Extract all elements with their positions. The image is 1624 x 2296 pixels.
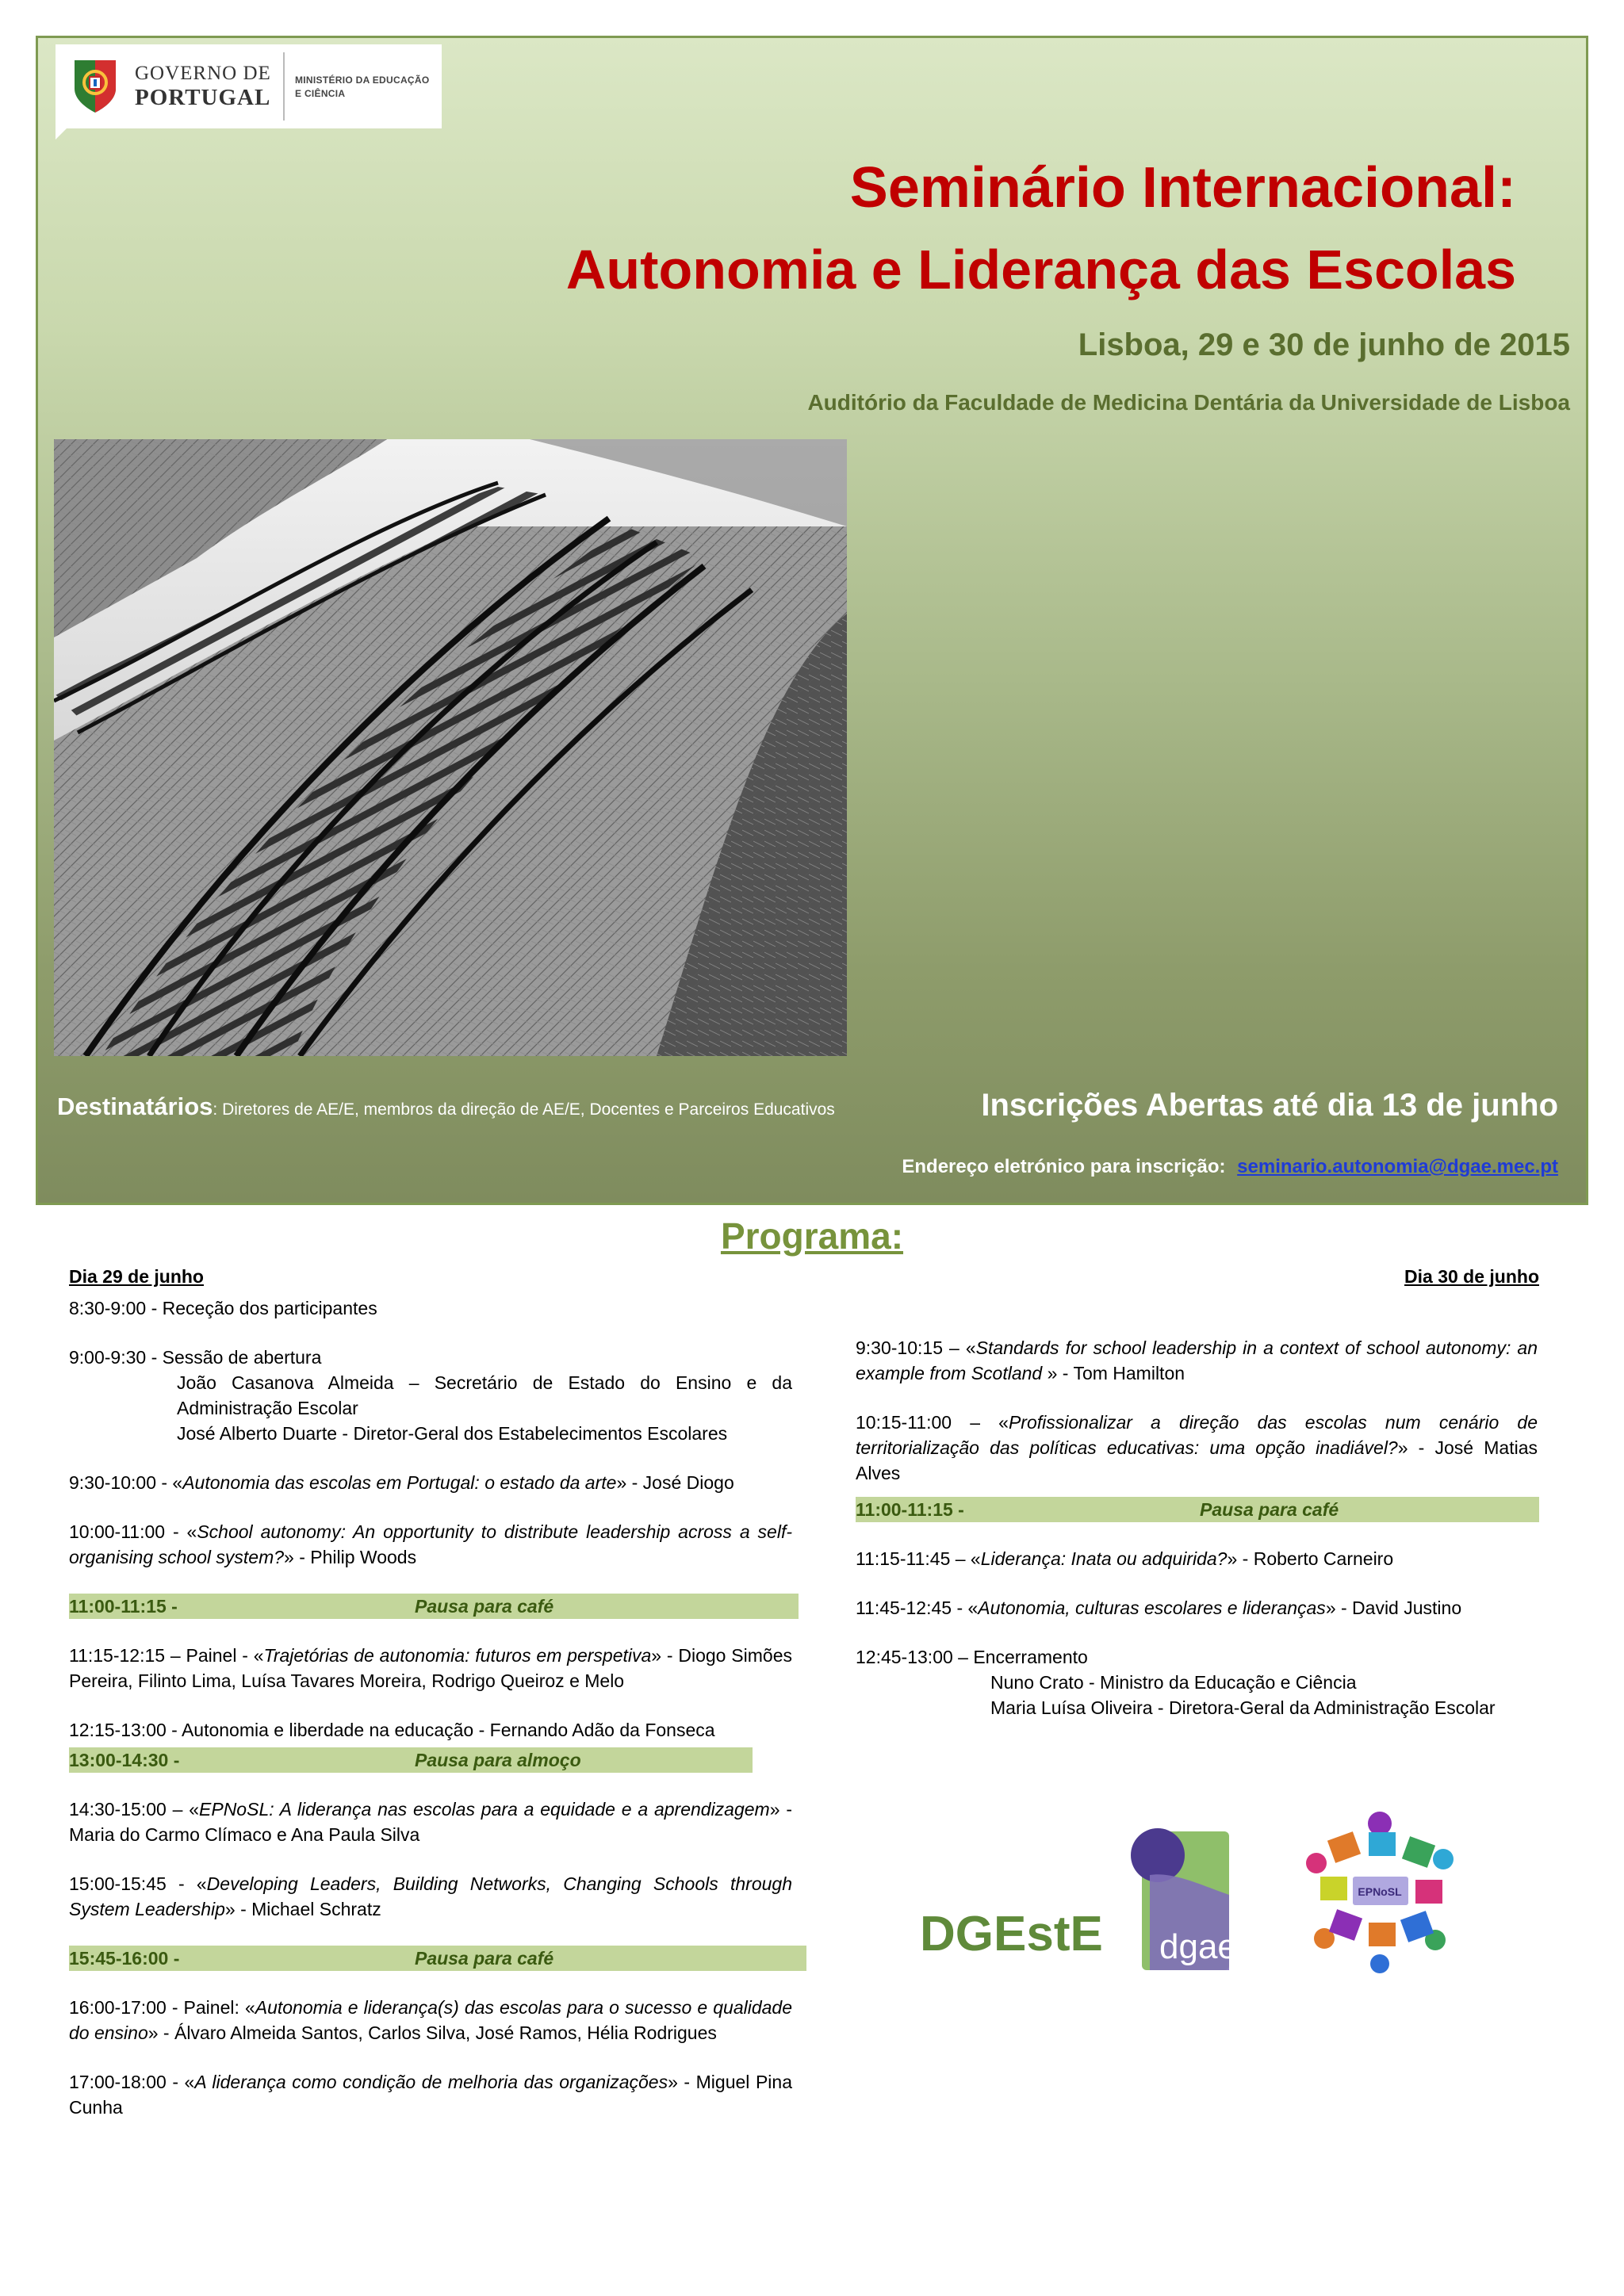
epnosl-logo-text: EPNoSL: [1358, 1885, 1402, 1898]
talk-title: Developing Leaders, Building Networks, Changing Schools through System Leadership: [69, 1873, 792, 1919]
schedule-item: [69, 1295, 792, 1321]
ministry-line2: E CIÊNCIA: [295, 88, 346, 100]
item-time: 8:30-9:00 -: [69, 1298, 163, 1318]
talk-title: Autonomia, culturas escolares e lideranças: [978, 1598, 1326, 1618]
item-time: 9:30-10:00 - «: [69, 1472, 183, 1493]
dgeste-logo-text: DGEstE: [920, 1907, 1103, 1961]
item-speaker: » - Álvaro Almeida Santos, Carlos Silva, José Ramos, Hélia Rodrigues: [147, 2022, 717, 2043]
program-title-text: Programa:: [720, 1215, 904, 1257]
speaker-line: Maria Luísa Oliveira - Diretora-Geral da Administração Escolar: [990, 1697, 1496, 1718]
item-time: 16:00-17:00 - Painel: «: [69, 1997, 255, 2018]
item-time: 12:15-13:00 -: [69, 1720, 182, 1740]
portugal-emblem-icon: [71, 55, 119, 116]
break-text: Pausa para café: [415, 1948, 554, 1969]
item-speaker: » - Tom Hamilton: [1042, 1363, 1185, 1383]
dgeste-logo: [920, 1907, 1103, 1961]
dgae-logo: [1131, 1828, 1237, 1970]
break-row: [856, 1497, 1539, 1522]
break-text: Pausa para café: [415, 1596, 554, 1617]
talk-title: Standards for school leadership in a context of school autonomy: an example from Scotland: [856, 1337, 1538, 1383]
day2-label: Dia 30 de junho: [1404, 1266, 1539, 1287]
speaker-line: Nuno Crato - Ministro da Educação e Ciência: [990, 1672, 1357, 1693]
schedule-item: [69, 1470, 792, 1495]
item-speaker: » - Maria do Carmo Clímaco e Ana Paula Silva: [69, 1799, 792, 1845]
item-time: 17:00-18:00 - «: [69, 2072, 195, 2092]
talk-title: Autonomia e liderança(s) das escolas para o sucesso e qualidade do ensino: [69, 1997, 793, 2043]
dgae-logo-text: dgae: [1159, 1927, 1237, 1966]
schedule-item: [69, 1871, 792, 1922]
talk-title: School autonomy: An opportunity to distribute leadership across a self-organising school system?: [69, 1521, 792, 1567]
talk-title: A liderança como condição de melhoria das organizações: [194, 2072, 668, 2092]
speaker-line: João Casanova Almeida – Secretário de Estado do Ensino e da Administração Escolar: [177, 1372, 792, 1418]
ministry-line1: MINISTÉRIO DA EDUCAÇÃO: [295, 75, 430, 86]
epnosl-logo: [1306, 1812, 1454, 1973]
break-time: 13:00-14:30 -: [69, 1750, 180, 1770]
item-text: Receção dos participantes: [162, 1298, 377, 1318]
talk-title: Trajetórias de autonomia: futuros em perspetiva: [263, 1645, 652, 1666]
gov-line1: GOVERNO DE: [135, 63, 271, 84]
schedule-item: [69, 1519, 792, 1570]
item-speaker: » - Roberto Carneiro: [1227, 1548, 1394, 1569]
email-link[interactable]: seminario.autonomia@dgae.mec.pt: [1237, 1156, 1558, 1177]
registration-open: Inscrições Abertas até dia 13 de junho: [981, 1088, 1558, 1123]
logo-divider: [283, 52, 285, 121]
audience-text: : Diretores de AE/E, membros da direção de AE/E, Docentes e Parceiros Educativos: [213, 1100, 835, 1119]
item-text: Encerramento: [973, 1647, 1088, 1667]
title-line1: Seminário Internacional:: [849, 156, 1516, 220]
schedule-item: [69, 1643, 792, 1693]
item-time: 11:15-12:15 – Painel - «: [69, 1645, 264, 1666]
item-speaker: » - Michael Schratz: [224, 1899, 381, 1919]
item-text: Sessão de abertura: [162, 1347, 322, 1368]
item-time: 15:00-15:45 - «: [69, 1873, 207, 1894]
item-text: Autonomia e liberdade na educação - Fernando Adão da Fonseca: [181, 1720, 715, 1740]
schedule-item: [69, 2069, 792, 2120]
railway-photo: [54, 439, 847, 1056]
day1-schedule: [69, 1295, 792, 2144]
item-time: 9:30-10:15 – «: [856, 1337, 976, 1358]
break-text: Pausa para almoço: [415, 1750, 581, 1770]
item-speaker: » - Philip Woods: [284, 1547, 417, 1567]
ministry-name: [295, 74, 430, 101]
item-time: 9:00-9:30 -: [69, 1347, 163, 1368]
break-text: Pausa para café: [1200, 1499, 1339, 1520]
item-speaker: » - José Matias Alves: [856, 1437, 1538, 1483]
item-speaker: » - Diogo Simões Pereira, Filinto Lima, Luísa Tavares Moreira, Rodrigo Queiroz e Melo: [69, 1645, 792, 1691]
item-speaker: » - José Diogo: [616, 1472, 734, 1493]
item-time: 11:45-12:45 - «: [856, 1598, 979, 1618]
speaker-line: José Alberto Duarte - Diretor-Geral dos Estabelecimentos Escolares: [177, 1423, 728, 1444]
program-title: [0, 1215, 1624, 1257]
logo-tail: [56, 128, 67, 140]
schedule-item: [856, 1595, 1538, 1621]
item-speaker: » - David Justino: [1325, 1598, 1462, 1618]
title-line2: Autonomia e Liderança das Escolas: [565, 239, 1516, 300]
gov-logo: [56, 44, 442, 128]
email-label: Endereço eletrónico para inscrição:: [902, 1156, 1226, 1177]
break-row: [69, 1747, 753, 1773]
break-row: [69, 1946, 806, 1971]
day2-schedule: [856, 1335, 1538, 1744]
schedule-item: [69, 1995, 792, 2045]
talk-title: Autonomia das escolas em Portugal: o estado da arte: [182, 1472, 617, 1493]
schedule-item: [856, 1546, 1538, 1571]
partner-logos: [912, 1800, 1483, 1982]
schedule-item: [69, 1797, 792, 1847]
schedule-item: [856, 1644, 1538, 1720]
audience: [57, 1093, 835, 1121]
break-row: [69, 1594, 799, 1619]
break-time: 11:00-11:15 -: [69, 1596, 178, 1617]
talk-title: Liderança: Inata ou adquirida?: [980, 1548, 1228, 1569]
schedule-item: [69, 1345, 792, 1446]
event-venue: Auditório da Faculdade de Medicina Dentária da Universidade de Lisboa: [807, 390, 1570, 415]
break-time: 11:00-11:15 -: [856, 1499, 964, 1520]
header-banner: [36, 36, 1588, 1205]
break-time: 15:45-16:00 -: [69, 1948, 180, 1969]
event-date: Lisboa, 29 e 30 de junho de 2015: [1078, 327, 1570, 362]
item-time: 12:45-13:00 –: [856, 1647, 974, 1667]
talk-title: EPNoSL: A liderança nas escolas para a equidade e a aprendizagem: [199, 1799, 770, 1820]
schedule-item: [856, 1335, 1538, 1386]
gov-text: [135, 63, 271, 109]
item-time: 10:00-11:00 - «: [69, 1521, 197, 1542]
schedule-item: [856, 1410, 1538, 1486]
talk-title: Profissionalizar a direção das escolas num cenário de territorialização das políticas educativas: uma opção inadiável?: [856, 1412, 1538, 1458]
gov-line2: PORTUGAL: [135, 85, 271, 110]
registration-email-line: [902, 1156, 1558, 1178]
schedule-item: [69, 1717, 792, 1743]
audience-label: Destinatários: [57, 1093, 213, 1120]
item-speaker: » - Miguel Pina Cunha: [69, 2072, 792, 2118]
item-time: 11:15-11:45 – «: [856, 1548, 981, 1569]
item-time: 10:15-11:00 – «: [856, 1412, 1009, 1433]
day1-label: Dia 29 de junho: [69, 1266, 204, 1287]
item-time: 14:30-15:00 – «: [69, 1799, 200, 1820]
